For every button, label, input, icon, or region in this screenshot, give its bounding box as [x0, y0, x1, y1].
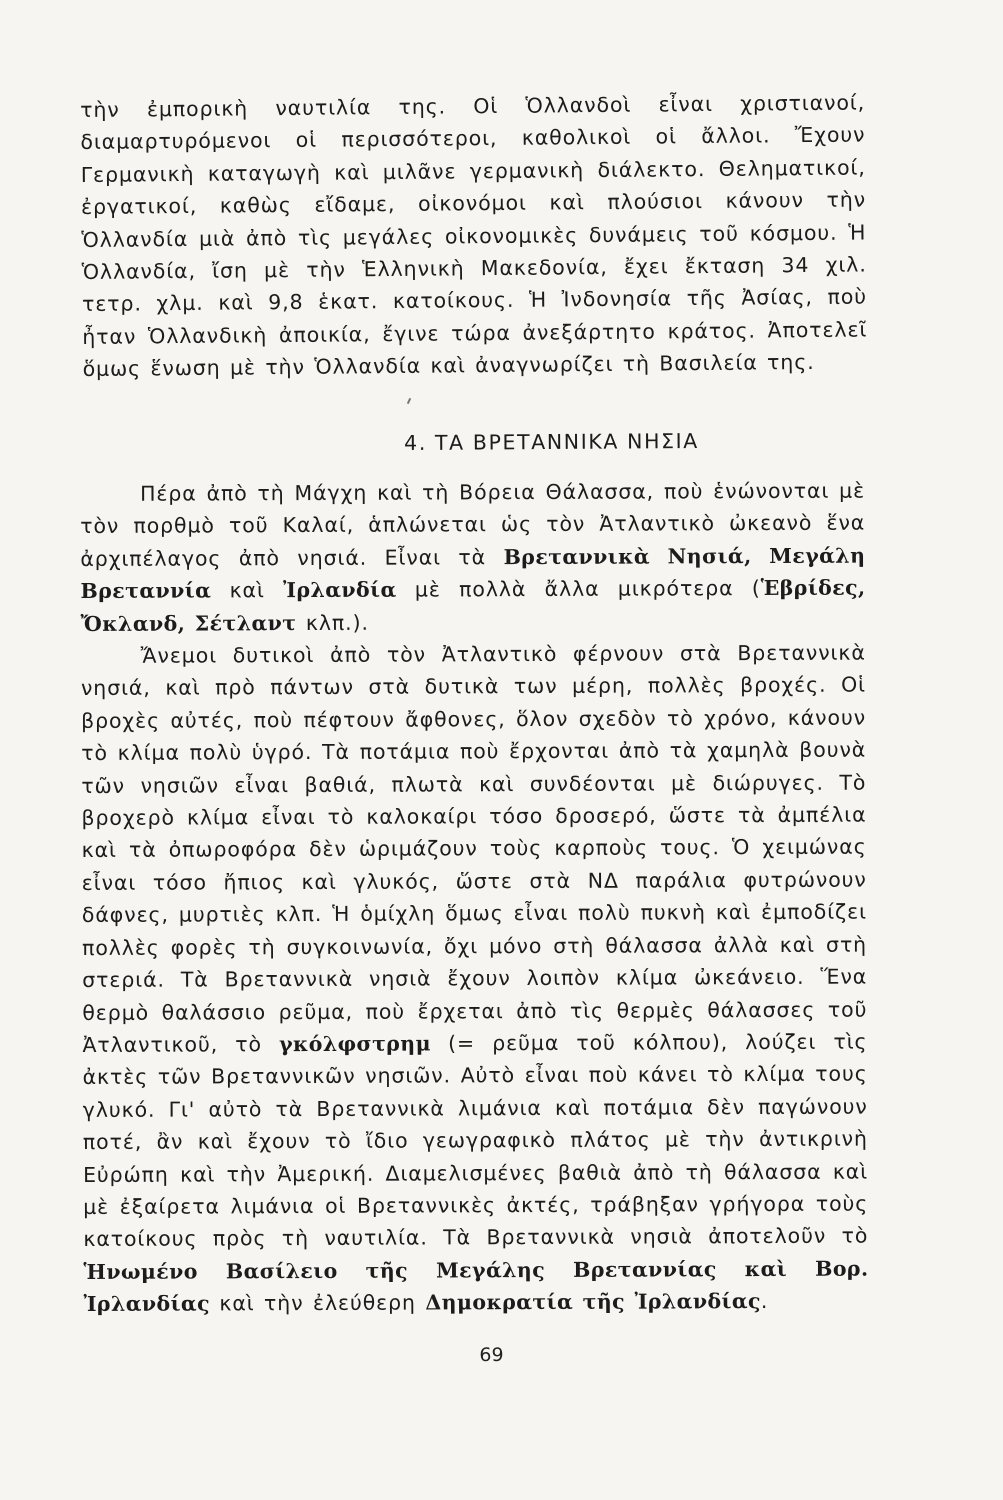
scan-speck — [407, 398, 411, 404]
paragraph-islands-intro — [80, 475, 866, 640]
text-run: Πέρα ἀπὸ τὴ Μάγχη καὶ τὴ Βόρεια Θάλασσα, ποὺ ἑνώνονται μὲ τὸν πορθμὸ τοῦ Καλαί, ἁπλώνεται ὡς τὸν Ἀτλαντικὸ ὠκεανὸ ἕνα ἀρχιπέλαγος ἀπὸ νησιά. Εἶναι τὰ — [80, 478, 866, 571]
bold-term-gulf-stream: γκόλφστρημ — [278, 1031, 432, 1057]
bold-term-republic-ireland: Δημοκρατία τῆς Ἰρλανδίας — [425, 1289, 761, 1315]
section-heading: 4. ΤΑ ΒΡΕΤΑΝΝΙΚΑ ΝΗΣΙΑ — [404, 428, 699, 456]
paragraph-climate — [81, 637, 869, 1321]
text-run: (= ρεῦμα τοῦ κόλπου), λούζει τὶς ἀκτὲς τῶν Βρεταννικῶν νησιῶν. Αὐτὸ εἶναι ποὺ κάνει τὸ κλίμα τους γλυκό. Γι' αὐτὸ τὰ Βρεταννικὰ λιμάνια καὶ ποτάμια δὲν παγώνουν ποτέ, ἂν καὶ ἔχουν τὸ ἴδιο γεωγραφικὸ πλάτος μὲ τὴν ἀντικρινὴ Εὐρώπη καὶ τὴν Ἀμερική. Διαμελισμένες βαθιὰ ἀπὸ τὴ θάλασσα καὶ μὲ ἐξαίρετα λιμάνια οἱ Βρεταννικὲς ἀκτές, τράβηξαν γρήγορα τοὺς κατοίκους πρὸς τὴ ναυτιλία. Τὰ Βρεταννικὰ νησιὰ ἀποτελοῦν τὸ — [82, 1029, 869, 1252]
bold-term-united-kingdom: Ἡνωμένο Βασίλειο τῆς Μεγάλης Βρεταννίας καὶ Βορ. Ἰρλανδίας — [83, 1256, 869, 1317]
text-run: Ἄνεμοι δυτικοὶ ἀπὸ τὸν Ἀτλαντικὸ φέρνουν στὰ Βρεταννικὰ νησιά, καὶ πρὸ πάντων στὰ δυτικὰ των μέρη, πολλὲς βροχές. Οἱ βροχὲς αὐτές, ποὺ πέφτουν ἄφθονες, ὅλον σχεδὸν τὸ χρόνο, κάνουν τὸ κλίμα πολὺ ὑγρό. Τὰ ποτάμια ποὺ ἔρχονται ἀπὸ τὰ χαμηλὰ βουνὰ τῶν νησιῶν εἶναι βαθιά, πλωτὰ καὶ συνδέονται μὲ διώρυγες. Τὸ βροχερὸ κλίμα εἶναι τὸ καλοκαίρι τόσο δροσερό, ὥστε τὰ ἀμπέλια καὶ τὰ ὀπωροφόρα δὲν ὡριμάζουν τοὺς καρποὺς τους. Ὁ χειμώνας εἶναι τόσο ἤπιος καὶ γλυκός, ὥστε στὰ ΝΔ παράλια φυτρώνουν δάφνες, μυρτιὲς κλπ. Ἡ ὁμίχλη ὅμως εἶναι πολὺ πυκνὴ καὶ ἐμποδίζει πολλὲς φορὲς τὴ συγκοινωνία, ὄχι μόνο στὴ θάλασσα ἀλλὰ καὶ στὴ στεριά. Τὰ Βρεταννικὰ νησιὰ ἔχουν λοιπὸν κλίμα ὠκεάνειο. Ἕνα θερμὸ θαλάσσιο ρεῦμα, ποὺ ἔρχεται ἀπὸ τὶς θερμὲς θάλασσες τοῦ Ἀτλαντικοῦ, τὸ — [80, 640, 868, 1057]
page-number: 69 — [479, 1344, 504, 1366]
continued-paragraph: τὴν ἐμπορικὴ ναυτιλία της. Οἱ Ὁλλανδοὶ εἶναι χριστιανοί, διαμαρτυρόμενοι οἱ περισσότεροι, καθολικοὶ οἱ ἄλλοι. Ἔχουν Γερμανικὴ καταγωγὴ καὶ μιλᾶνε γερμανικὴ διάλεκτο. Θεληματικοί, ἐργατικοί, καθὼς εἴδαμε, οἰκονόμοι καὶ πλούσιοι κάνουν τὴν Ὁλλανδία μιὰ ἀπὸ τὶς μεγάλες οἰκονομικὲς δυνάμεις τοῦ κόσμου. Ἡ Ὁλλανδία, ἴση μὲ τὴν Ἑλληνικὴ Μακεδονία, ἔχει ἔκταση 34 χιλ. τετρ. χλμ. καὶ 9,8 ἑκατ. κατοίκους. Ἡ Ἰνδονησία τῆς Ἀσίας, ποὺ ἦταν Ὁλλανδικὴ ἀποικία, ἔγινε τώρα ἀνεξάρτητο κράτος. Ἀποτελεῖ ὅμως ἕνωση μὲ τὴν Ὁλλανδία καὶ ἀναγνωρίζει τὴ Βασιλεία της. — [80, 90, 868, 382]
text-run: μὲ πολλὰ ἄλλα μικρότερα ( — [396, 576, 761, 602]
text-run: κλπ.). — [296, 610, 369, 635]
text-run: καὶ — [211, 578, 284, 603]
bold-term-ireland: Ἰρλανδία — [283, 577, 397, 603]
text-run: . — [760, 1289, 769, 1314]
bold-term-islands: Βρεταννικὰ Νησιά, Μεγάλη Βρεταννία — [80, 543, 866, 604]
bold-term-minor-islands: Ἑβρίδες, Ὄκλανδ, Σέτλαντ — [80, 575, 866, 636]
section-body — [80, 475, 869, 1321]
continued-text-block — [80, 86, 868, 385]
text-run: καὶ τὴν ἐλεύθερη — [209, 1290, 426, 1316]
